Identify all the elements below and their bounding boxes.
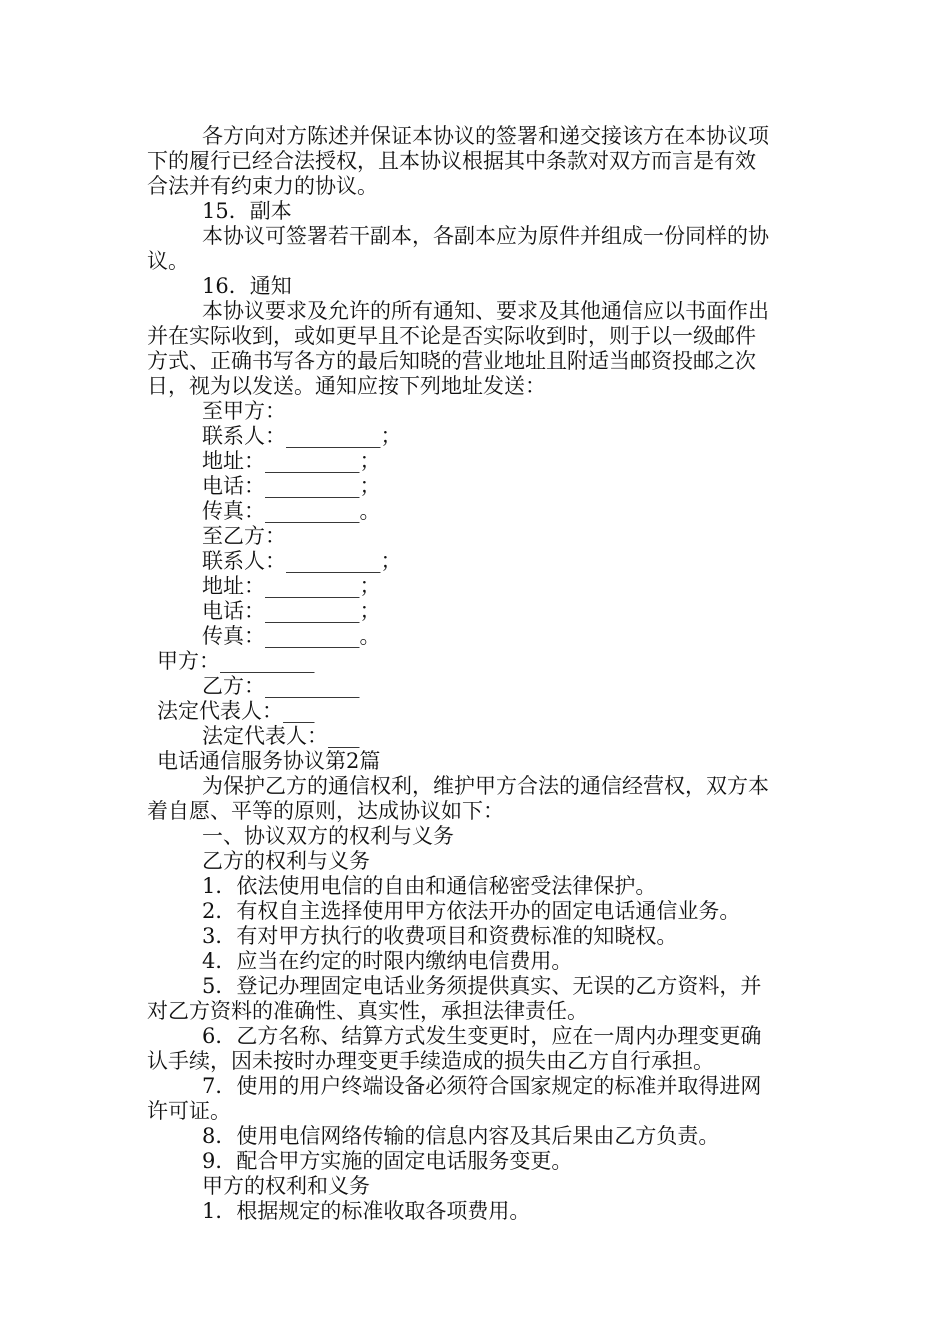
paragraph-line: 议。 [147, 249, 189, 273]
address-field: 地址：_________； [202, 574, 381, 598]
address-field: 地址：_________； [202, 449, 381, 473]
list-item: 6．乙方名称、结算方式发生变更时，应在一周内办理变更确 [202, 1024, 762, 1048]
address-heading: 至甲方： [202, 399, 286, 423]
paragraph-line: 方式、正确书写各方的最后知晓的营业地址且附适当邮资投邮之次 [147, 349, 756, 373]
contact-field: 联系人：_________； [202, 549, 402, 573]
subsection-heading: 甲方的权利和义务 [202, 1174, 370, 1198]
signature-party-a: 甲方：_________ [157, 649, 315, 673]
phone-field: 电话：_________； [202, 599, 381, 623]
paragraph-line: 日，视为以发送。通知应按下列地址发送： [147, 374, 546, 398]
section-heading: 一、协议双方的权利与义务 [202, 824, 454, 848]
list-item-continuation: 对乙方资料的准确性、真实性，承担法律责任。 [147, 999, 588, 1023]
list-item-continuation: 许可证。 [147, 1099, 231, 1123]
signature-representative-b: 法定代表人：___ [202, 724, 360, 748]
list-item-continuation: 认手续，因未按时办理变更手续造成的损失由乙方自行承担。 [147, 1049, 714, 1073]
paragraph-line: 各方向对方陈述并保证本协议的签署和递交接该方在本协议项 [202, 124, 769, 148]
list-item: 4．应当在约定的时限内缴纳电信费用。 [202, 949, 573, 973]
fax-field: 传真：_________。 [202, 499, 381, 523]
document-title: 电话通信服务协议第2篇 [157, 749, 381, 773]
list-item: 8．使用电信网络传输的信息内容及其后果由乙方负责。 [202, 1124, 720, 1148]
list-item: 1．依法使用电信的自由和通信秘密受法律保护。 [202, 874, 657, 898]
address-heading: 至乙方： [202, 524, 286, 548]
list-item: 1．根据规定的标准收取各项费用。 [202, 1199, 531, 1223]
section-heading: 16．通知 [202, 274, 292, 298]
paragraph-line: 为保护乙方的通信权利，维护甲方合法的通信经营权，双方本 [202, 774, 769, 798]
list-item: 9．配合甲方实施的固定电话服务变更。 [202, 1149, 573, 1173]
paragraph-line: 并在实际收到，或如更早且不论是否实际收到时，则于以一级邮件 [147, 324, 756, 348]
contact-field: 联系人：_________； [202, 424, 402, 448]
list-item: 7．使用的用户终端设备必须符合国家规定的标准并取得进网 [202, 1074, 762, 1098]
phone-field: 电话：_________； [202, 474, 381, 498]
paragraph-line: 合法并有约束力的协议。 [147, 174, 378, 198]
list-item: 5．登记办理固定电话业务须提供真实、无误的乙方资料，并 [202, 974, 762, 998]
paragraph-line: 下的履行已经合法授权，且本协议根据其中条款对双方而言是有效 [147, 149, 756, 173]
paragraph-line: 本协议要求及允许的所有通知、要求及其他通信应以书面作出 [202, 299, 769, 323]
paragraph-line: 本协议可签署若干副本，各副本应为原件并组成一份同样的协 [202, 224, 769, 248]
subsection-heading: 乙方的权利与义务 [202, 849, 370, 873]
signature-representative-a: 法定代表人：___ [157, 699, 315, 723]
paragraph-line: 着自愿、平等的原则，达成协议如下： [147, 799, 504, 823]
fax-field: 传真：_________。 [202, 624, 381, 648]
list-item: 3．有对甲方执行的收费项目和资费标准的知晓权。 [202, 924, 678, 948]
section-heading: 15．副本 [202, 199, 292, 223]
signature-party-b: 乙方：_________ [202, 674, 360, 698]
list-item: 2．有权自主选择使用甲方依法开办的固定电话通信业务。 [202, 899, 741, 923]
